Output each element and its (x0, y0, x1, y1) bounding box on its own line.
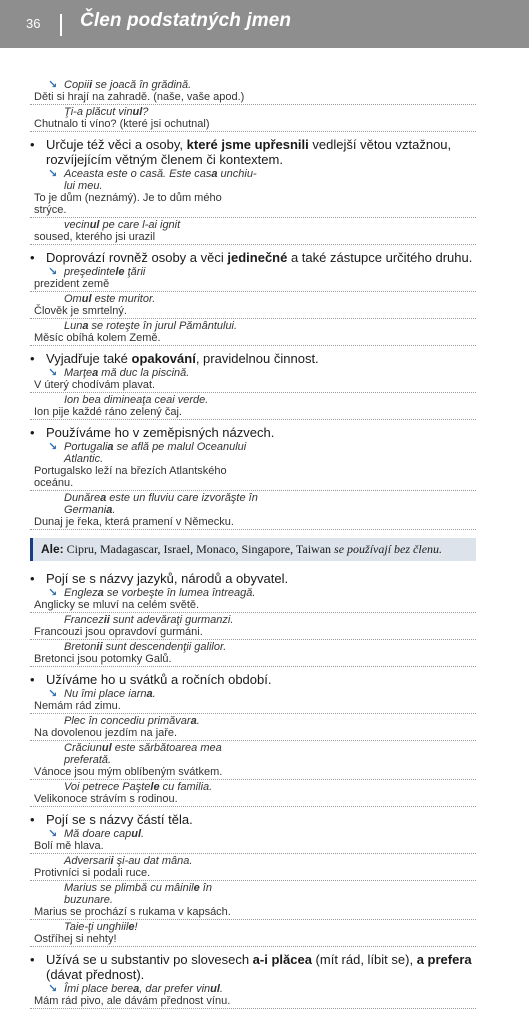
czech-translation: Bretonci jsou potomky Galů. (34, 653, 172, 665)
romanian-example (30, 742, 260, 766)
example-row (30, 319, 476, 346)
example-row (30, 920, 476, 947)
ro-text: . (152, 688, 156, 700)
ro-text: Ion bea dimineaţa ceai verde. (64, 394, 209, 406)
article-ending: a (146, 688, 153, 700)
article-ending: i (89, 79, 93, 91)
bullet-text: , pravidelnou činnost. (195, 351, 319, 366)
ro-text: Taie-ţi unghiil (64, 921, 129, 933)
example-row (30, 78, 476, 105)
arrow-icon: ↘ (48, 441, 58, 453)
ro-text: se află pe malul Oceanului Atlantic. (64, 441, 247, 465)
arrow-icon: ↘ (48, 688, 58, 700)
bullet-text: Užíváme ho u svátků a ročních období. (46, 672, 272, 687)
romanian-example (30, 855, 260, 867)
romanian-example (30, 587, 260, 599)
ro-text: ! (134, 921, 138, 933)
romanian-example (30, 293, 260, 305)
romanian-example (30, 828, 260, 840)
czech-translation: Chutnalo ti víno? (které jsi ochutnal) (34, 118, 210, 130)
ro-text: Mă doare cap (64, 828, 132, 840)
bullet-text: Pojí se s názvy jazyků, národů a obyvatel. (46, 571, 289, 586)
romanian-example (30, 219, 260, 231)
romanian-example (30, 983, 260, 995)
romanian-example (30, 106, 260, 118)
czech-translation: Protivníci si podali ruce. (34, 867, 151, 879)
ro-text: . (112, 504, 116, 516)
article-ending: a (133, 983, 140, 995)
article-ending: ii (96, 641, 103, 653)
bullet-point (30, 672, 476, 687)
czech-translation: Bolí mě hlava. (34, 840, 104, 852)
bullet-marker: • (30, 571, 35, 586)
czech-translation: V úterý chodívám plavat. (34, 379, 156, 391)
bullet-marker: • (30, 425, 35, 440)
ro-text: se vorbeşte în lumea întreagă. (103, 587, 256, 599)
example-row (30, 613, 476, 640)
ro-text: Copii (64, 79, 90, 91)
czech-translation: Měsíc obíhá kolem Země. (34, 332, 161, 344)
article-ending: le (150, 781, 160, 793)
ro-text: ? (142, 106, 149, 118)
ro-text: este sărbătoarea mea preferată. (64, 742, 222, 766)
bullet-text: Doprovází rovněž osoby a věci (46, 250, 228, 265)
example-row (30, 265, 476, 292)
ro-text: Portugali (64, 441, 108, 453)
ro-text: . (219, 983, 223, 995)
example-row (30, 366, 476, 393)
ro-text: vecin (64, 219, 90, 231)
czech-translation: Ion pije každé ráno zelený čaj. (34, 406, 182, 418)
example-row (30, 292, 476, 319)
romanian-example (30, 921, 260, 933)
article-ending: i (110, 855, 114, 867)
czech-translation: Nemám rád zimu. (34, 700, 121, 712)
bullet-point (30, 137, 476, 167)
bullet-marker: • (30, 672, 35, 687)
example-row (30, 393, 476, 420)
arrow-icon: ↘ (48, 79, 58, 91)
bullet-keyword: které jsme upřesnili (186, 137, 309, 152)
page-header (0, 0, 529, 48)
arrow-icon: ↘ (48, 168, 58, 180)
bullet-point (30, 952, 476, 982)
bullet-point (30, 250, 476, 265)
czech-translation: Dunaj je řeka, která pramení v Německu. (34, 516, 234, 528)
romanian-example (30, 688, 260, 700)
ro-text: şi-au dat mâna. (113, 855, 193, 867)
bullet-point (30, 425, 476, 440)
romanian-example (30, 79, 260, 91)
czech-translation: Vánoce jsou mým oblíbeným svátkem. (34, 766, 223, 778)
example-row (30, 714, 476, 741)
ro-text: Francez (64, 614, 104, 626)
czech-translation: Člověk je smrtelný. (34, 305, 127, 317)
bullet-text: Užívá se u substantiv po slovesech (46, 952, 253, 967)
czech-translation: Velikonoce strávím s rodinou. (34, 793, 178, 805)
bullet-keyword: a-i plăcea (252, 952, 312, 967)
bullet-text: Určuje též věci a osoby, (46, 137, 187, 152)
ro-text: Voi petrece Paşte (64, 781, 151, 793)
ro-text: mă duc la piscină. (98, 367, 190, 379)
bullet-keyword: opakování (131, 351, 196, 366)
bullet-text: Pojí se s názvy částí těla. (46, 812, 193, 827)
ro-text: ţării (124, 266, 146, 278)
ro-text: Dunăre (64, 492, 101, 504)
article-ending: a (190, 715, 197, 727)
bullet-text: Vyjadřuje také (46, 351, 132, 366)
ro-text: . (196, 715, 200, 727)
article-ending: ul (210, 983, 220, 995)
arrow-icon: ↘ (48, 983, 58, 995)
header-divider (60, 14, 62, 36)
romanian-example (30, 266, 260, 278)
note-text: Cipru, Madagascar, Israel, Monaco, Singapore, Taiwan (63, 542, 335, 556)
article-ending: ii (103, 614, 110, 626)
example-row (30, 218, 476, 245)
article-ending: a (82, 320, 89, 332)
article-ending: a (211, 168, 218, 180)
czech-translation: Ostříhej si nehty! (34, 933, 117, 945)
ro-text: sunt descendenţii galilor. (102, 641, 227, 653)
example-row (30, 827, 476, 854)
example-row (30, 982, 476, 1009)
ro-text: Ţi-a plăcut vin (64, 106, 133, 118)
bullet-text: (dávat přednost). (46, 967, 145, 982)
chapter-title: Člen podstatných jmen (80, 10, 292, 31)
ro-text: Englez (64, 587, 98, 599)
romanian-example (30, 492, 260, 516)
arrow-icon: ↘ (48, 828, 58, 840)
ro-text: Nu îmi place iarn (64, 688, 147, 700)
ro-text: Aceasta este o casă. Este cas (64, 168, 212, 180)
ro-text: pe care l-ai ignit (99, 219, 181, 231)
bullet-point (30, 351, 476, 366)
ro-text: Adversari (64, 855, 111, 867)
bullet-marker: • (30, 952, 35, 967)
arrow-icon: ↘ (48, 367, 58, 379)
romanian-example (30, 882, 260, 906)
article-ending: le (115, 266, 125, 278)
bullet-text: Používáme ho v zeměpisných názvech. (46, 425, 275, 440)
ro-text: Lun (64, 320, 83, 332)
ro-text: , dar prefer vin (139, 983, 211, 995)
article-ending: ul (132, 106, 143, 118)
bullet-marker: • (30, 351, 35, 366)
ro-text: Om (64, 293, 82, 305)
czech-translation: Na dovolenou jezdím na jaře. (34, 727, 178, 739)
bullet-text: a také zástupce určitého druhu. (287, 250, 473, 265)
bullet-keyword: a prefera (416, 952, 472, 967)
ro-text: Crăciun (64, 742, 102, 754)
article-ending: a (92, 367, 99, 379)
example-row (30, 440, 476, 491)
romanian-example (30, 781, 260, 793)
czech-translation: Děti si hrají na zahradě. (naše, vaše apod.) (34, 91, 245, 103)
example-row (30, 741, 476, 780)
ro-text: se joacă în grădină. (92, 79, 192, 91)
romanian-example (30, 394, 260, 406)
ro-text: este un fluviu care izvorăşte în Germani (64, 492, 258, 516)
article-ending: a (100, 492, 107, 504)
ro-text: cu familia. (159, 781, 213, 793)
arrow-icon: ↘ (48, 587, 58, 599)
romanian-example (30, 168, 260, 192)
bullet-marker: • (30, 137, 35, 152)
romanian-example (30, 641, 260, 653)
ro-text: Îmi place bere (64, 983, 134, 995)
czech-translation: soused, kterého jsi urazil (34, 231, 156, 243)
article-ending: ul (81, 293, 92, 305)
example-row (30, 854, 476, 881)
article-ending: e (193, 882, 200, 894)
bullet-point (30, 812, 476, 827)
example-row (30, 780, 476, 807)
page-number: 36 (26, 16, 41, 31)
czech-translation: Marius se prochází s rukama v kapsách. (34, 906, 231, 918)
ro-text: unchiu-lui meu. (64, 168, 257, 192)
ro-text: este muritor. (91, 293, 156, 305)
ro-text: preşedinte (64, 266, 116, 278)
bullet-marker: • (30, 812, 35, 827)
czech-translation: prezident země (34, 278, 110, 290)
ro-text: Plec în concediu primăvar (64, 715, 191, 727)
example-row (30, 586, 476, 613)
article-ending: a (107, 441, 114, 453)
example-row (30, 105, 476, 132)
ro-text: Marius se plimbă cu mâinil (64, 882, 194, 894)
romanian-example (30, 441, 260, 465)
article-ending: ul (131, 828, 142, 840)
czech-translation: Portugalsko leží na březích Atlantského oceánu. (34, 465, 227, 489)
ro-text: sunt adevăraţi gurmanzi. (109, 614, 234, 626)
romanian-example (30, 614, 260, 626)
ro-text: Breton (64, 641, 97, 653)
ro-text: în buzunare. (64, 882, 212, 906)
czech-translation: Francouzi jsou opravdoví gurmáni. (34, 626, 203, 638)
article-ending: ul (101, 742, 112, 754)
bullet-keyword: jedinečné (227, 250, 288, 265)
article-ending: a (106, 504, 113, 516)
example-row (30, 640, 476, 667)
bullet-marker: • (30, 250, 35, 265)
example-row (30, 167, 476, 218)
czech-translation: To je dům (neznámý). Je to dům mého strýce. (34, 192, 222, 216)
bullet-point (30, 571, 476, 586)
note-label: Ale: (41, 542, 64, 556)
czech-translation: Anglicky se mluví na celém světě. (34, 599, 200, 611)
romanian-example (30, 715, 260, 727)
note-italic: se používají bez členu. (334, 542, 443, 556)
example-row (30, 687, 476, 714)
content (30, 78, 476, 1009)
czech-translation: Mám rád pivo, ale dávám přednost vínu. (34, 995, 231, 1007)
note-box (30, 538, 476, 561)
example-row (30, 881, 476, 920)
article-ending: e (128, 921, 135, 933)
romanian-example (30, 367, 260, 379)
bullet-text: (mít rád, líbit se), (311, 952, 417, 967)
article-ending: a (97, 587, 104, 599)
article-ending: ul (89, 219, 100, 231)
ro-text: . (141, 828, 145, 840)
romanian-example (30, 320, 260, 332)
arrow-icon: ↘ (48, 266, 58, 278)
ro-text: Marţe (64, 367, 93, 379)
ro-text: se roteşte în jurul Pământului. (88, 320, 238, 332)
bullet-text: vedlejší větou vztažnou, rozvíjejícím větným členem či kontextem. (46, 137, 452, 167)
example-row (30, 491, 476, 530)
